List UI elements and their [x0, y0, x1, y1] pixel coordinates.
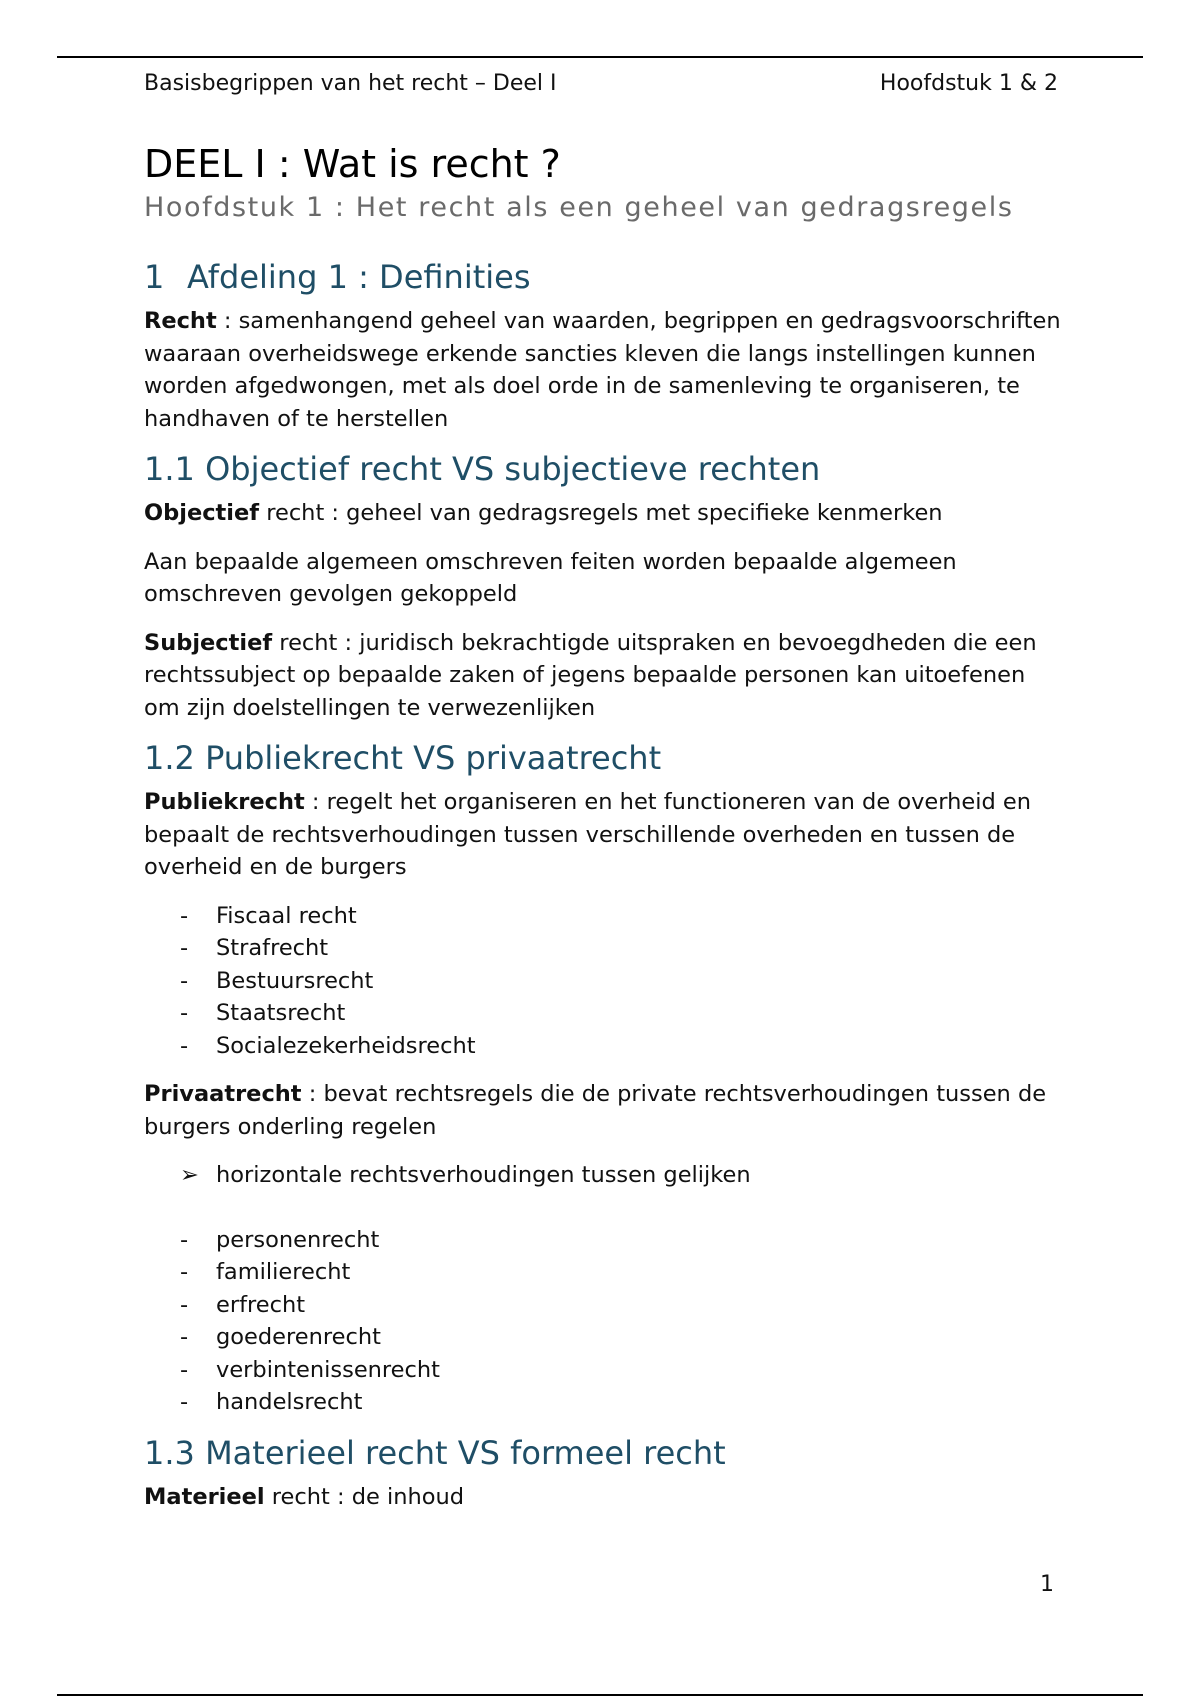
dash-bullet: - — [180, 1032, 189, 1059]
term: Recht — [144, 308, 217, 334]
list-item: - Fiscaal recht — [144, 900, 1064, 933]
definition-text: recht : de inhoud — [264, 1483, 465, 1510]
page-header — [144, 71, 1058, 96]
definition-text: : bevat rechtsregels die de private rechtsverhoudingen tussen de burgers onderling regelen — [144, 1081, 1047, 1140]
term: Objectief — [144, 500, 260, 526]
list-item: - goederenrecht — [144, 1321, 1064, 1354]
header-left: Basisbegrippen van het recht – Deel I — [144, 71, 557, 96]
section-number: 1 — [144, 258, 165, 296]
list-item: - personenrecht — [144, 1224, 1064, 1257]
paragraph: Aan bepaalde algemeen omschreven feiten worden bepaalde algemeen omschreven gevolgen gekoppeld — [144, 548, 957, 607]
section-number: 1.2 — [144, 739, 195, 777]
definition-publiekrecht — [144, 786, 1064, 884]
dash-bullet: - — [180, 1259, 189, 1285]
definition-subjectief — [144, 627, 1064, 725]
footer-rule — [57, 1694, 1143, 1696]
section-heading-1-2 — [144, 738, 1064, 778]
section-heading-1-3 — [144, 1433, 1064, 1473]
definition-materieel — [144, 1481, 1064, 1514]
dash-bullet: - — [180, 1324, 189, 1350]
section-title: Afdeling 1 : Definities — [187, 258, 531, 296]
dash-bullet: - — [180, 1356, 189, 1383]
definition-objectief — [144, 497, 1064, 530]
private-law-list — [144, 1224, 1064, 1419]
list-item: - familierecht — [144, 1256, 1064, 1289]
header-rule — [57, 56, 1143, 58]
definition-recht — [144, 305, 1064, 435]
definition-text: : samenhangend geheel van waarden, begrippen en gedragsvoorschriften waaraan overheidswege erkende sancties kleven die langs instellingen kunnen worden afgedwongen, met als doel orde in de samenleving te organiseren, te handhaven of te herstellen — [144, 308, 1061, 432]
document-body — [144, 140, 1064, 1513]
section-heading-1-1 — [144, 449, 1064, 489]
list-item: - Socialezekerheidsrecht — [144, 1030, 1064, 1063]
term: Subjectief — [144, 629, 273, 656]
header-right: Hoofdstuk 1 & 2 — [879, 71, 1058, 96]
section-title: Objectief recht VS subjectieve rechten — [205, 450, 821, 488]
arrow-bullet-icon: ➢ — [180, 1162, 199, 1188]
section-title: Materieel recht VS formeel recht — [205, 1433, 726, 1472]
dash-bullet: - — [180, 1389, 189, 1415]
dash-bullet: - — [180, 1000, 189, 1026]
page-subtitle: Hoofdstuk 1 : Het recht als een geheel van gedragsregels — [144, 192, 1014, 223]
list-item: ➢ horizontale rechtsverhoudingen tussen gelijken — [144, 1159, 1064, 1192]
page-title: DEEL I : Wat is recht ? — [144, 142, 561, 186]
page-number: 1 — [1040, 1572, 1054, 1597]
list-item: - erfrecht — [144, 1289, 1064, 1322]
list-item: - Strafrecht — [144, 932, 1064, 965]
dash-bullet: - — [180, 902, 189, 929]
dash-bullet: - — [180, 935, 189, 961]
private-law-arrow-list — [144, 1159, 1064, 1192]
term: Publiekrecht — [144, 789, 305, 815]
definition-privaatrecht — [144, 1078, 1064, 1143]
dash-bullet: - — [180, 967, 189, 994]
definition-text: : regelt het organiseren en het functioneren van de overheid en bepaalt de rechtsverhoudingen tussen verschillende overheden en tussen de overheid en de burgers — [144, 789, 1031, 880]
list-item: - Bestuursrecht — [144, 965, 1064, 998]
list-item: - Staatsrecht — [144, 997, 1064, 1030]
term: Materieel — [144, 1483, 265, 1510]
list-item: - verbintenissenrecht — [144, 1354, 1064, 1387]
definition-text: recht : geheel van gedragsregels met specifieke kenmerken — [259, 500, 943, 526]
section-heading-1 — [144, 257, 1064, 297]
section-number: 1.1 — [144, 450, 195, 488]
list-item: - handelsrecht — [144, 1386, 1064, 1419]
dash-bullet: - — [180, 1291, 189, 1318]
section-title: Publiekrecht VS privaatrecht — [205, 739, 662, 777]
section-number: 1.3 — [144, 1433, 195, 1472]
term: Privaatrecht — [144, 1081, 302, 1107]
public-law-list — [144, 900, 1064, 1063]
dash-bullet: - — [180, 1226, 189, 1253]
definition-text: recht : juridisch bekrachtigde uitspraken en bevoegdheden die een rechtssubject op bepaalde zaken of jegens bepaalde personen kan uitoefenen om zijn doelstellingen te verwezenlijken — [144, 629, 1037, 721]
